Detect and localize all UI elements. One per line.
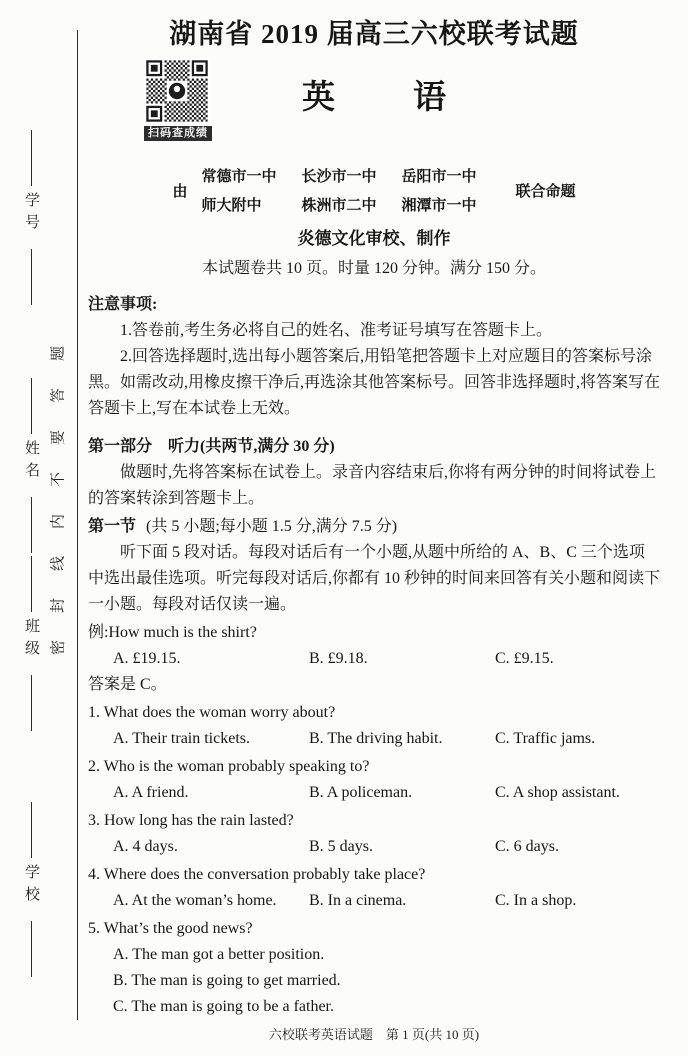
section1-heading — [88, 514, 660, 540]
question-3 — [88, 808, 660, 860]
by-label: 由 — [172, 183, 188, 200]
part1-heading: 第一部分 听力(共两节,满分 30 分) — [88, 438, 335, 455]
question-options — [88, 888, 660, 914]
blank-line — [31, 497, 32, 553]
example-options — [88, 646, 660, 672]
class-label: 班级 — [23, 618, 39, 662]
class-field — [21, 556, 42, 731]
blank-line — [31, 675, 32, 731]
notice-item-2: 2.回答选择题时,选出每小题答案后,用铅笔把答题卡上对应题目的答案标号涂黑。如需改动,用橡皮擦干净后,再选涂其他答案标号。回答非选择题时,将答案写在答题卡上,写在本试卷上无效。 — [88, 348, 661, 417]
question-options — [88, 942, 660, 1020]
blank-line — [31, 921, 32, 977]
question-text: 3. How long has the rain lasted? — [88, 812, 294, 829]
school-name: 湘潭市一中 — [401, 198, 477, 214]
option-b: B. 5 days. — [309, 838, 373, 855]
blank-line — [31, 130, 32, 186]
notice-item-1: 1.答卷前,考生务必将自己的姓名、准考证号填写在答题卡上。 — [120, 322, 553, 339]
option-b: B. £9.18. — [309, 650, 368, 667]
section1-intro: 听下面 5 段对话。每段对话后有一个小题,从题中所给的 A、B、C 三个选项中选出最佳选项。听完每段对话后,你都有 10 秒钟的时间来回答有关小题和阅读下一小题。每段对话仅读一遍。 — [88, 544, 661, 613]
qr-caption: 扫码查成绩 — [144, 126, 212, 141]
option-a: A. A friend. — [113, 784, 189, 801]
question-text: 4. Where does the conversation probably take place? — [88, 866, 426, 883]
part1-intro: 做题时,先将答案标在试卷上。录音内容结束后,你将有两分钟的时间将试卷上的答案转涂到答题卡上。 — [88, 464, 657, 507]
student-id-label: 学号 — [23, 192, 39, 236]
example-prompt: 例:How much is the shirt? — [88, 624, 257, 641]
option-a: A. £19.15. — [113, 650, 181, 667]
name-field — [21, 378, 42, 553]
school-field — [21, 802, 42, 977]
option-b: B. The man is going to get married. — [113, 972, 341, 989]
school-name: 师大附中 — [201, 198, 262, 214]
blank-line — [31, 802, 32, 858]
qr-code — [144, 58, 210, 124]
page-title: 湖南省 2019 届高三六校联考试题 — [169, 19, 579, 49]
seal-phrase: 密封线内不要答题 — [50, 318, 67, 656]
student-id-field — [21, 130, 42, 305]
qr-block — [144, 58, 212, 141]
section1-label: 第一节 — [88, 518, 137, 535]
section1-info: (共 5 小题;每小题 1.5 分,满分 7.5 分) — [146, 518, 398, 535]
schools-grid — [202, 166, 502, 217]
question-text: 5. What’s the good news? — [88, 920, 253, 937]
option-c: C. Traffic jams. — [495, 730, 596, 747]
option-c: C. 6 days. — [495, 838, 559, 855]
question-options — [88, 726, 660, 752]
question-text: 2. Who is the woman probably speaking to? — [88, 758, 370, 775]
option-c: C. A shop assistant. — [495, 784, 620, 801]
question-text: 1. What does the woman worry about? — [88, 704, 336, 721]
notice-heading: 注意事项: — [88, 296, 158, 313]
blank-line — [31, 378, 32, 434]
school-name: 岳阳市一中 — [401, 169, 477, 185]
subject-title: 英语 — [302, 80, 524, 116]
question-1 — [88, 700, 660, 752]
seal-rule-line — [77, 30, 78, 1020]
option-a: A. At the woman’s home. — [113, 892, 277, 909]
school-name: 株洲市二中 — [301, 198, 377, 214]
blank-line — [31, 249, 32, 305]
seal-margin — [0, 0, 77, 1056]
option-b: B. In a cinema. — [309, 892, 407, 909]
example-block — [88, 620, 660, 698]
joint-label: 联合命题 — [515, 183, 576, 200]
blank-line — [31, 556, 32, 612]
question-options — [88, 834, 660, 860]
paper-info-line: 本试题卷共 10 页。时量 120 分钟。满分 150 分。 — [201, 260, 546, 277]
question-2 — [88, 754, 660, 806]
producer-line: 炎德文化审校、制作 — [297, 229, 451, 248]
option-c: C. In a shop. — [495, 892, 577, 909]
option-c: C. £9.15. — [495, 650, 554, 667]
exam-page — [88, 0, 660, 1056]
header-block — [88, 52, 660, 156]
question-4 — [88, 862, 660, 914]
school-name: 常德市一中 — [201, 169, 277, 185]
example-answer: 答案是 C。 — [88, 676, 167, 693]
school-name: 长沙市一中 — [301, 169, 377, 185]
option-c: C. The man is going to be a father. — [113, 998, 334, 1015]
page-footer: 六校联考英语试题 第 1 页(共 10 页) — [268, 1027, 480, 1042]
option-a: A. Their train tickets. — [113, 730, 250, 747]
option-a: A. The man got a better position. — [113, 946, 325, 963]
question-options — [88, 780, 660, 806]
option-b: B. The driving habit. — [309, 730, 443, 747]
school-label: 学校 — [23, 864, 39, 908]
question-5 — [88, 916, 660, 1020]
schools-block — [88, 166, 660, 217]
option-a: A. 4 days. — [113, 838, 178, 855]
name-label: 姓名 — [23, 440, 39, 484]
option-b: B. A policeman. — [309, 784, 413, 801]
